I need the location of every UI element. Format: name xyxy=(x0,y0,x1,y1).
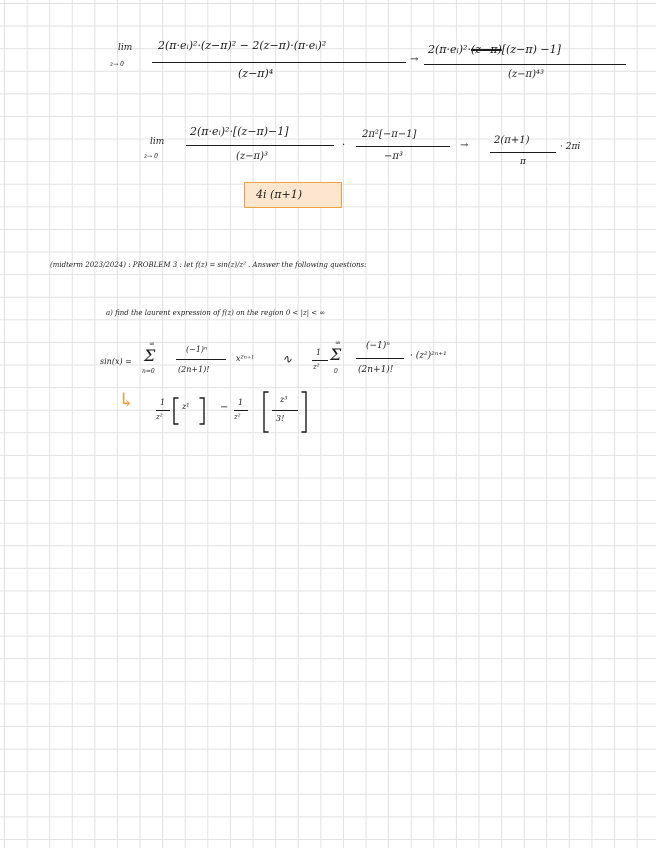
bracket-right-1 xyxy=(200,398,204,424)
approx-symbol: ∿ xyxy=(282,352,293,366)
term2-num: 1 xyxy=(238,398,244,407)
limit-subscript-2: z→ 0 xyxy=(144,153,158,160)
series-power: x²ⁿ⁺¹ xyxy=(236,354,255,363)
sum-symbol-2: Σ xyxy=(330,345,342,364)
term2-inner-num: z³ xyxy=(280,395,288,404)
result-numerator-part-a: 2(π·eᵢ)²· xyxy=(428,43,471,56)
implies-arrow-2: → xyxy=(460,140,469,151)
series-tail: · (z²)²ⁿ⁺¹ xyxy=(410,351,447,361)
term2-den: z² xyxy=(234,413,241,421)
cancelled-factor: (z−π) xyxy=(470,43,502,56)
term1-num: 1 xyxy=(160,398,166,407)
middle-denominator: −π³ xyxy=(384,151,403,162)
term2-inner-den: 3! xyxy=(276,414,285,423)
result-denominator: (z−π)⁴³ xyxy=(508,69,545,80)
fraction2-denominator: (z−π)³ xyxy=(236,151,269,162)
end-denominator: π xyxy=(520,157,526,167)
fraction-denominator: (z−π)⁴ xyxy=(238,67,274,80)
sum-lower-limit: n=0 xyxy=(142,368,155,375)
series2-fraction-den: (2n+1)! xyxy=(358,365,394,375)
bent-arrow-icon: ↳ xyxy=(118,388,135,412)
part-a-prompt: a) find the laurent expression of f(z) on the region 0 < |z| < ∞ xyxy=(106,309,326,317)
sum2-lower-limit: 0 xyxy=(334,368,338,375)
series2-fraction-num: (−1)ⁿ xyxy=(366,341,390,351)
end-numerator: 2(π+1) xyxy=(494,135,530,146)
middle-numerator: 2π²[−π−1] xyxy=(362,129,417,140)
fraction-numerator: 2(π·eᵢ)²·(z−π)² − 2(z−π)·(π·eᵢ)² xyxy=(158,39,327,52)
term1-den: z² xyxy=(156,413,163,421)
answer-text: 4i (π+1) xyxy=(256,188,303,201)
bracket-left-2 xyxy=(264,392,268,432)
implies-arrow: → xyxy=(410,54,419,65)
result-numerator-part-b: [(z−π) −1] xyxy=(501,43,561,56)
series-lhs: sin(x) = xyxy=(100,357,132,366)
end-tail: · 2πi xyxy=(560,142,581,152)
bracket-right-2 xyxy=(302,392,306,432)
equals-dot: · xyxy=(342,140,346,151)
problem-header: (midterm 2023/2024) : PROBLEM 3 : let f(z) = sin(z)/z² . Answer the following questions: xyxy=(50,261,367,269)
series-fraction-den: (2n+1)! xyxy=(178,365,210,374)
limit-subscript: z→ 0 xyxy=(110,61,124,68)
sum2-upper-limit: ∞ xyxy=(335,339,341,347)
coef-num: 1 xyxy=(316,348,322,357)
sum-symbol: Σ xyxy=(144,346,156,365)
limit-label: lim xyxy=(118,43,133,53)
fraction2-numerator: 2(π·eᵢ)²·[(z−π)−1] xyxy=(190,125,289,138)
minus-sign: − xyxy=(220,402,229,413)
series-fraction-num: (−1)ⁿ xyxy=(186,345,208,354)
bracket-left-1 xyxy=(174,398,178,424)
term1-bracket-content: z¹ xyxy=(182,402,190,411)
coef-den: z² xyxy=(313,363,320,371)
sum-upper-limit: ∞ xyxy=(149,340,155,348)
limit-label-2: lim xyxy=(150,137,165,147)
